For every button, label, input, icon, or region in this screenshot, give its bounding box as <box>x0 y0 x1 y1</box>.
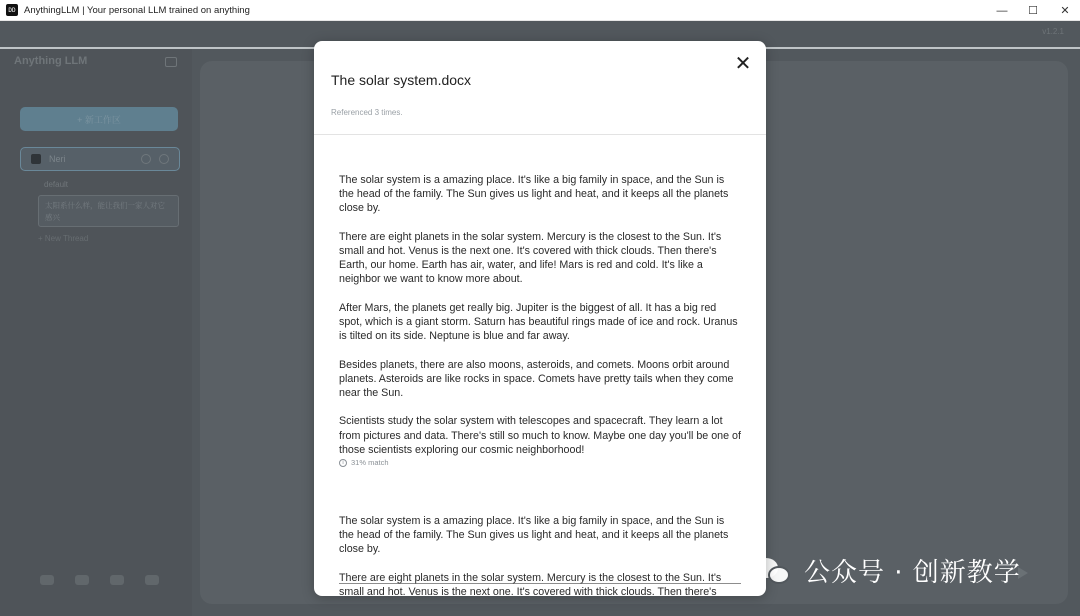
chunk-paragraph: The solar system is a amazing place. It's like a big family in space, and the Sun is the head of the family. The Sun gives us light and heat, and it keeps all the planets close by. <box>339 174 729 215</box>
maximize-button[interactable]: ☐ <box>1028 5 1038 17</box>
workspace-name: Neri <box>49 154 66 164</box>
chunk-paragraph: Scientists study the solar system with telescopes and spacecraft. They learn a lot from pictures and data. There's still so much to know. Maybe one day you'll be one of those scientists exploring our cosmic neighborhood! <box>339 415 741 456</box>
chunk-paragraph: Besides planets, there are also moons, asteroids, and comets. Moons orbit around planets. Asteroids are like rocks in space. Comets have pretty tails when they come near the Sun. <box>339 358 734 399</box>
citation-modal <box>314 41 766 596</box>
chunk-paragraph: There are eight planets in the solar system. Mercury is the closest to the Sun. It's small and hot. Venus is the next one. It's covered with thick clouds. Then there's Earth, our home. Earth has air, water, and life! Mars is red and cold. It's like a neighbor we want to know more about. <box>339 230 722 286</box>
sidebar <box>0 49 192 616</box>
title-bar <box>0 0 1080 21</box>
settings-gear-icon[interactable] <box>159 154 169 164</box>
thread-item[interactable]: 太阳系什么样，能让我们一家人对它感兴 <box>38 195 179 227</box>
workspace-item[interactable] <box>20 147 180 171</box>
citation-chunk <box>339 173 741 457</box>
close-icon[interactable]: ✕ <box>734 53 752 75</box>
window-close-button[interactable]: ✕ <box>1060 5 1070 17</box>
window-title: AnythingLLM | Your personal LLM trained on anything <box>24 4 250 16</box>
watermark-text: 公众号 · 创新教学 <box>804 558 1021 588</box>
chunk-paragraph: After Mars, the planets get really big. Jupiter is the biggest of all. It has a big red spot, which is a giant storm. Saturn has beautiful rings made of ice and rock. Uranus is tilted on its side. Neptune is blue and far away. <box>339 301 738 343</box>
minimize-button[interactable]: — <box>996 4 1008 17</box>
match-text: 31% match <box>351 458 389 467</box>
modal-body[interactable] <box>314 136 766 596</box>
new-workspace-button[interactable]: + 新工作区 <box>20 107 178 131</box>
modal-title: The solar system.docx <box>331 72 472 88</box>
chunk-paragraph: The solar system is a amazing place. It's like a big family in space, and the Sun is the head of the family. The Sun gives us light and heat, and it keeps all the planets close by. <box>339 515 729 556</box>
watermark <box>752 552 1021 589</box>
modal-header <box>314 41 766 135</box>
app-logo-icon: DD <box>6 4 18 16</box>
footer-discord-icon[interactable] <box>110 575 124 585</box>
footer-link-icon[interactable] <box>40 575 54 585</box>
workspace-icon <box>31 154 41 164</box>
chunk-paragraph: There are eight planets in the solar system. Mercury is the closest to the Sun. It's small and hot. Venus is the next one. It's covered with thick clouds. Then there's <box>339 571 722 596</box>
citation-chunk <box>339 514 741 596</box>
new-thread-button[interactable]: + New Thread <box>38 234 89 243</box>
footer-settings-icon[interactable] <box>145 575 159 585</box>
brand-logo: Anything LLM <box>14 55 88 67</box>
match-score <box>339 458 389 467</box>
footer-docs-icon[interactable] <box>75 575 89 585</box>
version-label: v1.2.1 <box>1042 27 1064 36</box>
upload-icon[interactable] <box>141 154 151 164</box>
thread-default[interactable]: default <box>44 180 69 189</box>
info-icon: i <box>339 459 347 467</box>
modal-subtitle: Referenced 3 times. <box>331 108 403 117</box>
sidebar-toggle-icon[interactable] <box>165 57 177 67</box>
